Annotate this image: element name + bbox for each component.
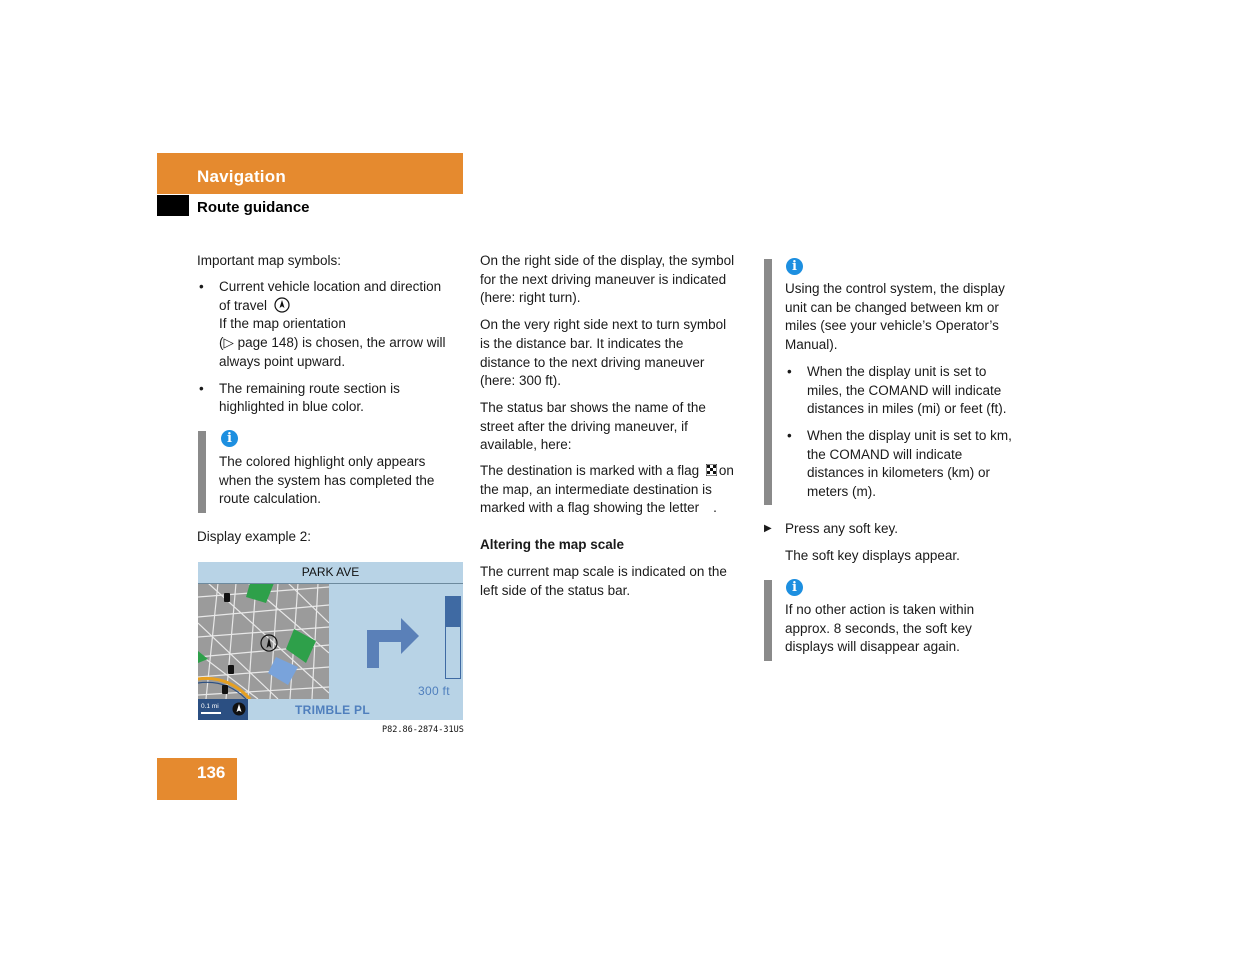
list-item [197,380,462,417]
right-turn-arrow-icon [365,614,421,670]
section-heading: Altering the map scale [480,537,625,553]
checkered-flag-icon [706,464,717,476]
list-item-text: of travel [219,297,268,313]
list-item-line: When the display unit is set to [807,363,987,379]
info-line: Manual). [785,337,838,353]
info-bar [764,259,772,505]
compass-icon [232,702,246,716]
info-note-2 [785,280,1030,502]
list-item-line: Current vehicle location and direction [219,279,442,294]
list-item-line: distances in kilometers (km) or [807,465,991,481]
info-line: when the system has completed the [219,472,435,488]
list-item-line: (▷ page 148) is chosen, the arrow will [219,335,446,351]
distance-label: 300 ft [418,684,450,698]
status-street-bottom: TRIMBLE PL [295,703,370,717]
list-item-line: distances in miles (mi) or feet (ft). [807,401,1007,417]
list-item-line: The remaining route section is [219,380,400,396]
intro-text: Important map symbols: [197,253,342,268]
text-line [480,462,745,481]
map-scale [198,699,248,720]
column-2 [480,252,745,600]
list-item-line [219,297,462,316]
text-line: (here: 300 ft). [480,373,562,389]
info-line: displays will disappear again. [785,639,960,655]
text-line: left side of the status bar. [480,582,631,598]
info-icon: i [786,258,803,275]
status-street-top: PARK AVE [198,562,463,584]
info-note-1 [219,453,459,509]
step-marker-icon: ▶ [764,523,772,534]
text-line: the map, an intermediate destination is [480,481,712,497]
list-item-line: highlighted in blue color. [219,399,364,415]
info-line: route calculation. [219,491,322,507]
text-span: The destination is marked with a flag [480,463,700,479]
text-line: is the distance bar. It indicates the [480,335,684,351]
list-item [785,363,1030,419]
paragraph [480,399,745,455]
list-item-line: the COMAND will indicate [807,446,963,462]
text-span: on [718,463,734,479]
info-icon: i [786,579,803,596]
page-number: 136 [197,763,226,782]
distance-bar-fill [446,597,460,627]
scale-ruler [201,712,221,714]
paragraph [480,462,745,518]
paragraph [480,252,745,308]
subsection-title: Route guidance [197,199,310,216]
info-line: Using the control system, the display [785,281,1005,296]
vehicle-position-icon [274,297,290,313]
info-bar [764,580,772,661]
info-icon: i [221,430,238,447]
text-line: (here: right turn). [480,290,581,306]
text-line: The current map scale is indicated on the [480,563,727,579]
text-line: street after the driving maneuver, if [480,418,688,434]
street-map [198,583,329,699]
info-line: If no other action is taken within [785,602,975,617]
display-example-label: Display example 2: [197,529,312,544]
section-title: Navigation [197,167,286,186]
list-item [197,278,462,372]
text-span: marked with a flag showing the letter [480,500,700,516]
navigation-display-illustration [198,562,463,720]
step-result: The soft key displays appear. [785,548,960,563]
text-line [480,499,745,518]
bullet-list-symbols [197,278,462,417]
list-item-line: meters (m). [807,484,876,500]
list-item-line: always point upward. [219,353,346,369]
distance-bar [445,596,461,679]
scale-label: 0.1 mi [201,703,219,710]
info-line: miles (see your vehicle’s Operator’s [785,318,999,334]
paragraph [480,316,745,391]
info-note-3 [785,601,1025,657]
bullet-dot: • [787,427,792,443]
bullet-dot: • [787,363,792,379]
text-line: distance to the next driving maneuver [480,354,705,370]
text-line: On the very right side next to turn symbol [480,317,727,333]
text-line: On the right side of the display, the symbol [480,253,735,268]
bullet-dot: • [199,380,204,396]
text-span: . [713,500,717,516]
info-line: unit can be changed between km or [785,299,999,315]
subsection-marker [157,195,189,216]
list-item-line: When the display unit is set to km, [807,427,1012,443]
text-line: The status bar shows the name of the [480,399,706,415]
list-item-line: If the map orientation [219,316,346,332]
paragraph [480,563,745,600]
list-item [785,427,1030,502]
info-bar [198,431,206,513]
info-line: The colored highlight only appears [219,454,426,469]
list-item-line: miles, the COMAND will indicate [807,382,1002,398]
bullet-dot: • [199,279,204,294]
text-line: available, here: [480,437,572,453]
text-line: for the next driving maneuver is indicated [480,271,727,287]
info-line: approx. 8 seconds, the soft key [785,620,972,636]
figure-code: P82.86-2874-31US [382,725,464,735]
maneuver-panel [329,584,463,699]
step-instruction: Press any soft key. [785,521,899,536]
